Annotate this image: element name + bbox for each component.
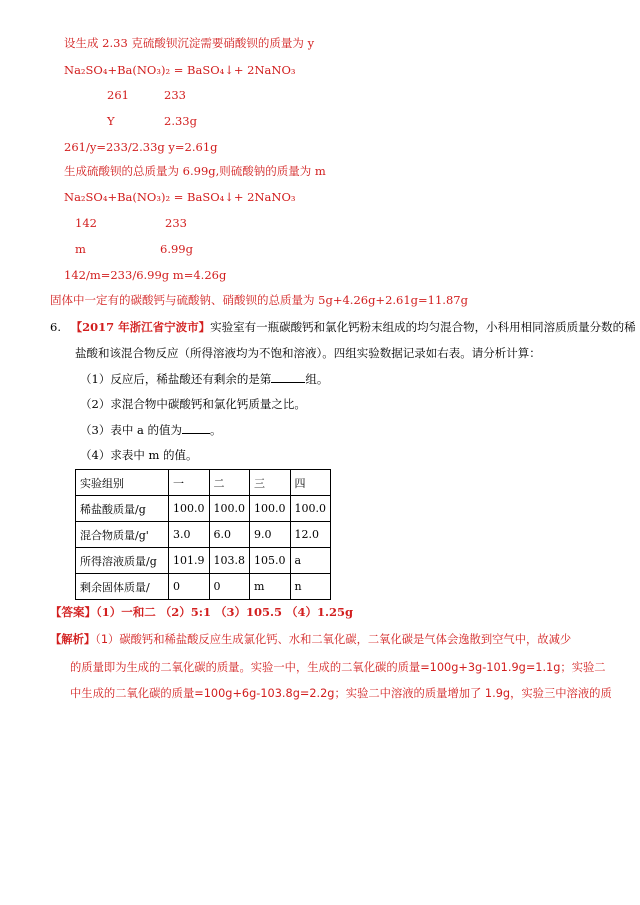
table-row — [76, 548, 331, 574]
sub-question-1-text: （1）反应后，稀盐酸还有剩余的是第 — [80, 372, 272, 386]
table-cell: 6.0 — [209, 522, 250, 548]
table-cell: 100.0 — [209, 496, 250, 522]
sub-question-4: （4）求表中 m 的值。 — [80, 448, 198, 462]
sub-question-3 — [80, 421, 221, 438]
table-cell: 3.0 — [169, 522, 210, 548]
table-row-label: 混合物质量/g' — [76, 522, 169, 548]
table-cell: 9.0 — [250, 522, 291, 548]
calc-value-233-b: 233 — [165, 216, 187, 230]
table-header-cell: 三 — [250, 470, 291, 496]
table-row — [76, 522, 331, 548]
table-cell: 103.8 — [209, 548, 250, 574]
calc-value-2-33g: 2.33g — [164, 114, 197, 128]
table-cell: m — [250, 574, 291, 600]
calc-line-5: 261/y=233/2.33g y=2.61g — [64, 140, 218, 154]
question-number: 6. — [50, 320, 61, 334]
table-cell: 12.0 — [290, 522, 331, 548]
sub-question-3-text: （3）表中 a 的值为 — [80, 423, 182, 437]
calc-variable-m: m — [75, 242, 86, 256]
table-header-cell: 实验组别 — [76, 470, 169, 496]
table-row — [76, 496, 331, 522]
answer-text: （1）一和二 （2）5:1 （3）105.5 （4）1.25g — [96, 605, 354, 619]
table-row-label: 稀盐酸质量/g — [76, 496, 169, 522]
calc-line-10: 142/m=233/6.99g m=4.26g — [64, 268, 227, 282]
answer-blank — [271, 370, 305, 383]
table-cell: 101.9 — [169, 548, 210, 574]
analysis-label: 【解析】 — [50, 633, 96, 646]
question-text-1: 实验室有一瓶碳酸钙和氯化钙粉末组成的均匀混合物，小科用相同溶质质量分数的稀 — [210, 320, 636, 334]
table-header-row — [76, 470, 331, 496]
calc-line-6: 生成硫酸钡的总质量为 6.99g,则硫酸钠的质量为 m — [64, 164, 326, 178]
sub-question-1-suffix: 组。 — [305, 372, 329, 386]
calc-variable-y: Y — [107, 114, 115, 128]
table-cell: 0 — [169, 574, 210, 600]
experiment-table — [75, 469, 331, 600]
table-header-cell: 一 — [169, 470, 210, 496]
question-text-2: 盐酸和该混合物反应（所得溶液均为不饱和溶液）。四组实验数据记录如右表。请分析计算： — [75, 346, 541, 360]
table-row — [76, 574, 331, 600]
question-source: 【2017 年浙江省宁波市】 — [70, 320, 211, 334]
answer-blank — [182, 421, 210, 434]
analysis-line-3: 中生成的二氧化碳的质量=100g+6g-103.8g=2.2g；实验二中溶液的质量增加了 1.9g，实验三中溶液的质 — [70, 687, 612, 700]
table-cell: 0 — [209, 574, 250, 600]
table-header-cell: 四 — [290, 470, 331, 496]
analysis-text-1: （1）碳酸钙和稀盐酸反应生成氯化钙、水和二氧化碳，二氧化碳是气体会逸散到空气中，故减少 — [95, 633, 572, 646]
table-cell: 105.0 — [250, 548, 291, 574]
equation-2: Na₂SO₄+Ba(NO₃)₂ = BaSO₄↓+ 2NaNO₃ — [64, 190, 296, 204]
calc-value-233: 233 — [164, 88, 186, 102]
answer-line — [50, 604, 353, 620]
table-header-cell: 二 — [209, 470, 250, 496]
calc-conclusion: 固体中一定有的碳酸钙与硫酸钠、硝酸钡的总质量为 5g+4.26g+2.61g=11.87g — [50, 293, 468, 307]
question-header — [50, 319, 636, 335]
table-row-label: 剩余固体质量/ — [76, 574, 169, 600]
table-cell: 100.0 — [169, 496, 210, 522]
sub-question-3-suffix: 。 — [209, 423, 222, 437]
equation-1: Na₂SO₄+Ba(NO₃)₂ = BaSO₄↓+ 2NaNO₃ — [64, 63, 296, 77]
table-cell: a — [290, 548, 331, 574]
table-row-label: 所得溶液质量/g — [76, 548, 169, 574]
table-cell: 100.0 — [250, 496, 291, 522]
calc-value-6-99g: 6.99g — [160, 242, 193, 256]
sub-question-1 — [80, 370, 328, 387]
calc-value-142: 142 — [75, 216, 97, 230]
analysis-line-1 — [50, 632, 571, 648]
calc-line-1: 设生成 2.33 克硫酸钡沉淀需要硝酸钡的质量为 y — [64, 36, 315, 50]
sub-question-2: （2）求混合物中碳酸钙和氯化钙质量之比。 — [80, 397, 306, 411]
analysis-line-2: 的质量即为生成的二氧化碳的质量。实验一中，生成的二氧化碳的质量=100g+3g-101.9g=1.1g；实验二 — [70, 661, 606, 674]
table-cell: 100.0 — [290, 496, 331, 522]
calc-value-261: 261 — [107, 88, 129, 102]
table-cell: n — [290, 574, 331, 600]
answer-label: 【答案】 — [50, 605, 96, 619]
